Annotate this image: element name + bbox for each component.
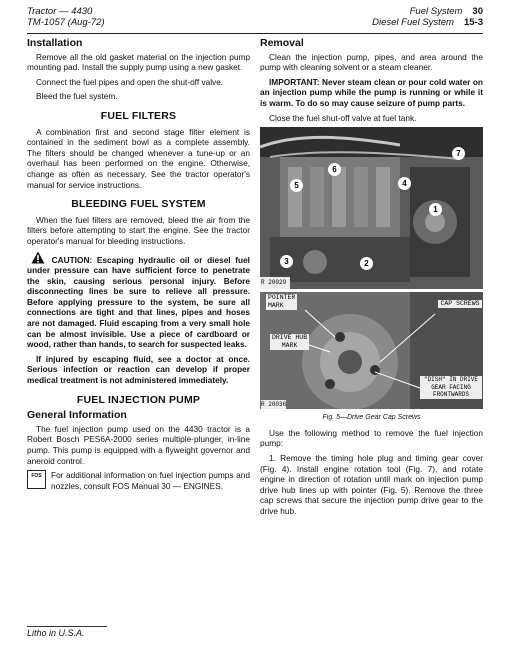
injection-pump-heading: FUEL INJECTION PUMP (76, 393, 201, 406)
warning-icon (31, 251, 45, 264)
callout-5: 5 (290, 179, 303, 192)
callout-2: 2 (360, 257, 373, 270)
dish-label: "DISH" IN DRIVE GEAR FACING FRONTWARDS (420, 376, 482, 399)
page-header-left (27, 6, 105, 28)
callout-1: 1 (429, 203, 442, 216)
footer-litho: Litho in U.S.A. (27, 628, 85, 638)
header-subpage-number: 15-3 (463, 17, 483, 28)
bleeding-paragraph: When the fuel filters are removed, bleed the air from the filters before attempting to start the engine. See the tractor operator's manual for bleeding instructions. (27, 214, 250, 246)
right-column (260, 36, 483, 521)
callout-4: 4 (398, 177, 411, 190)
installation-heading: Installation (27, 37, 83, 49)
caution-text: CAUTION: Escaping hydraulic oil or diesel fuel under pressure can have sufficient force to penetrate the skin, causing serious personal injury. Before disconnecting lines be sure to relieve all pressure. Before applying pressure to the system, be sure all connections are tight and that lines, pipes and hoses are not damaged. Fluid escaping from a very small hole can be almost invisible. Use a piece of cardboard or wood, rather than hands, to search for suspected leaks. (27, 254, 250, 350)
important-paragraph: IMPORTANT: Never steam clean or pour cold water on an injection pump while the pump is running or while it is warm. To do so may cause seizure of pump parts. (260, 76, 483, 108)
fuel-filters-heading: FUEL FILTERS (100, 109, 177, 122)
removal-heading: Removal (260, 37, 304, 49)
general-info-heading: General Information (27, 409, 127, 422)
left-column (27, 36, 250, 491)
fuel-filters-paragraph: A combination first and second stage filter element is contained in the sediment bowl as a complete assembly. The filters should be changed whenever a tune-up or an overhaul has been performed on the engine. Otherwise, change as often as necessary. See the tractor operator's manual for service instructions. (27, 126, 250, 190)
header-rule (27, 33, 483, 34)
installation-paragraph-2: Connect the fuel pipes and open the shut-off valve. (36, 76, 224, 87)
drive-hub-label: DRIVE HUB MARK (272, 334, 308, 350)
bleeding-heading: BLEEDING FUEL SYSTEM (71, 198, 206, 211)
installation-paragraph-1: Remove all the old gasket material on the injection pump mounting pad. Install the supply pump using a new gasket. (27, 51, 250, 73)
photo-2-id: R 20036 (261, 400, 286, 409)
fos-book-icon: FOS (27, 470, 46, 489)
header-page-number: 30 (472, 6, 483, 17)
injection-pump-photo (260, 127, 483, 289)
fos-reference-text: For additional information on fuel injection pumps and nozzles, consult FOS Manual 30 — ENGINES. (51, 470, 250, 491)
header-manual-number: TM-1057 (Aug-72) (27, 17, 105, 28)
header-section: Fuel System (409, 6, 463, 17)
removal-paragraph-3: Use the following method to remove the fuel injection pump: (260, 427, 483, 449)
callout-3: 3 (280, 255, 293, 268)
caution-block (27, 251, 250, 350)
injury-paragraph: If injured by escaping fluid, see a doctor at once. Serious infection or reaction can develop if proper medical treatment is not administered immediately. (27, 353, 250, 386)
header-tractor-model: Tractor — 4430 (27, 6, 93, 17)
figure-5-caption: Fig. 5—Drive Gear Cap Screws (322, 414, 421, 422)
callout-7: 7 (452, 147, 465, 160)
removal-step-1: 1. Remove the timing hole plug and timing gear cover (Fig. 4). Install engine rotation tool (Fig. 7), and rotate engine in direction of rotation until mark on injection pump drive hub lines up with pointer (Fig. 5). Remove the three cap screws that secure the injection pump drive gear to the drive hub. (260, 452, 483, 516)
photo-1-id: R 20029 (261, 279, 287, 287)
page-header-right (372, 6, 483, 28)
footer-rule (27, 626, 107, 627)
removal-paragraph-1: Clean the injection pump, pipes, and area around the pump with cleaning solvent or a steam cleaner. (260, 51, 483, 73)
pointer-label: POINTER MARK (268, 294, 296, 310)
general-info-paragraph: The fuel injection pump used on the 4430 tractor is a Robert Bosch PES6A-2000 series multiple-plunger, in-line pump. This pump is equipped with a flyweight governor and aneroid control. (27, 423, 250, 466)
callout-6: 6 (328, 163, 341, 176)
fos-reference (27, 470, 250, 491)
drive-gear-photo (260, 292, 483, 409)
removal-paragraph-2: Close the fuel shut-off valve at fuel tank. (269, 112, 417, 123)
installation-paragraph-3: Bleed the fuel system. (36, 91, 118, 102)
header-subsection: Diesel Fuel System (372, 17, 454, 28)
cap-screws-label: CAP SCREWS (438, 300, 482, 308)
